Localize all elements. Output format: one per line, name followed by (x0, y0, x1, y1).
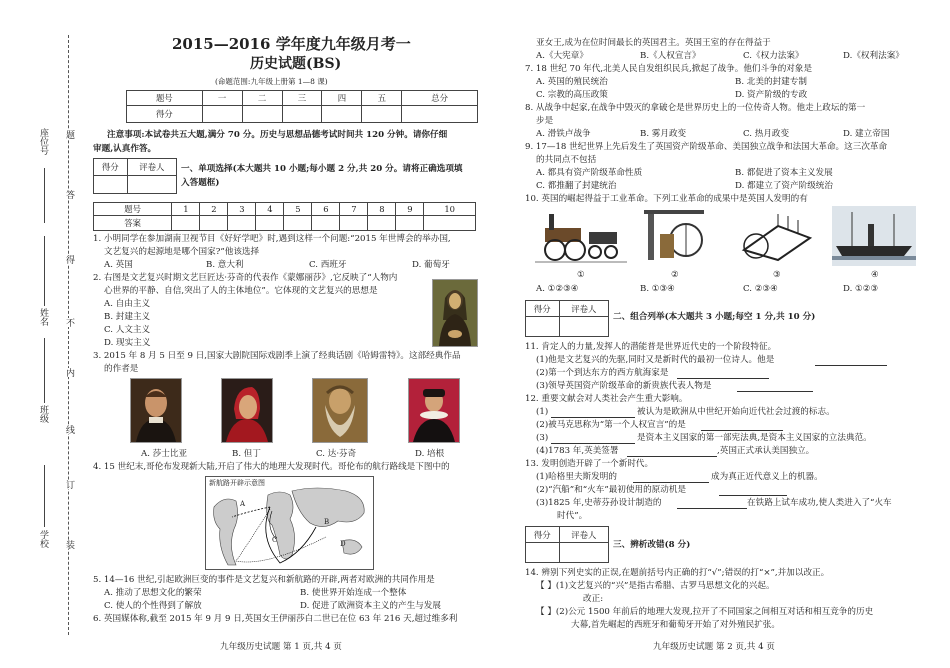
score-header-cell: 五 (362, 91, 402, 106)
grader-score-cell[interactable] (526, 317, 560, 337)
notice-line-1: 注意事项:本试卷共五大题,满分 70 分。历史与思想品德考试时间共 120 分钟。请你仔细 (107, 130, 448, 140)
q14-item-2[interactable]: 【 】(2)公元 1500 年前后的地理大发现,拉开了不同国家之间相互对话和相互竞争的历史 (536, 607, 874, 617)
steam-locomotive-image (535, 206, 627, 266)
q2-option-a[interactable]: A. 自由主义 (104, 299, 151, 309)
bacon-portrait (408, 378, 460, 443)
section3-heading: 三、辨析改错(8 分) (613, 540, 691, 550)
q3-option-d[interactable]: D. 培根 (415, 449, 445, 459)
grader-name-cell[interactable] (559, 317, 608, 337)
q5-stem: 5. 14—16 世纪,引起欧洲巨变的事件是文艺复兴和新航路的开辟,两者对欧洲的共同作用是 (93, 575, 435, 585)
q10-option-c[interactable]: C. ②③④ (743, 284, 778, 294)
q14-item-2-cont: 大幕,首先崛起的西班牙和葡萄牙开始了对外殖民扩张。 (571, 620, 780, 630)
q10-pic-label-1: ① (577, 270, 585, 280)
q9-option-b[interactable]: B. 都促进了资本主义发展 (735, 168, 833, 178)
grader-name-cell[interactable] (559, 543, 608, 563)
score-cell[interactable] (322, 106, 362, 123)
score-header-cell: 总分 (402, 91, 478, 106)
score-header-cell: 二 (242, 91, 282, 106)
q11-sub-2: (2)第一个到达东方的西方航海家是 (536, 368, 669, 378)
cut-char: 答 (64, 190, 74, 199)
answer-cell[interactable] (228, 216, 256, 231)
q8-option-d[interactable]: D. 建立帝国 (843, 129, 890, 139)
cut-char: 订 (64, 480, 74, 489)
q9-stem-cont: 的共同点不包括 (536, 155, 597, 165)
grader-score-label: 得分 (94, 159, 128, 176)
answer-header: 题号 (94, 203, 172, 216)
q6-option-d[interactable]: D.《权利法案》 (843, 51, 904, 61)
q7-stem: 7. 18 世纪 70 年代,北美人民自发组织民兵,掀起了战争。他们斗争的对象是 (525, 64, 813, 74)
score-cell[interactable] (362, 106, 402, 123)
q11-blank-1[interactable] (815, 365, 887, 366)
q7-option-a[interactable]: A. 英国的殖民统治 (536, 77, 608, 87)
q11-blank-2[interactable] (677, 378, 769, 379)
q13-sub-3-cont: 在铁路上试车成功,使人类进入了“火车 (747, 498, 892, 508)
cut-char: 装 (64, 540, 74, 549)
answer-cell[interactable] (340, 216, 368, 231)
q12-sub-3-prefix: (3) (536, 433, 549, 443)
notice-line-2: 审题,认真作答。 (93, 144, 157, 154)
q9-option-c[interactable]: C. 都推翻了封建统治 (536, 181, 617, 191)
grader-box-1 (93, 158, 177, 194)
q12-sub-4: (4)1783 年,英美签署 (536, 446, 619, 456)
new-routes-map (205, 476, 374, 570)
q6-option-c[interactable]: C.《权力法案》 (743, 51, 804, 61)
score-header-cell: 三 (282, 91, 322, 106)
q12-sub-1: 被认为是欧洲从中世纪开始向近代社会过渡的标志。 (637, 407, 835, 417)
q9-stem: 9. 17—18 世纪世界上先后发生了英国资产阶级革命、美国独立战争和法国大革命。这三次革命 (525, 142, 888, 152)
seat-label: 座位号 (38, 128, 48, 155)
answer-header: 1 (172, 203, 200, 216)
q1-option-b[interactable]: B. 意大利 (206, 260, 244, 270)
class-line (44, 338, 45, 403)
q13-blank-3[interactable] (677, 508, 747, 509)
q1-stem: 1. 小明同学在参加湖南卫视节目《好好学吧》时,遇到这样一个问题:“2015 年世博会的举办国, (93, 234, 451, 244)
q11-sub-1: (1)他是文艺复兴的先驱,同时又是新时代的最初一位诗人。他是 (536, 355, 775, 365)
q1-option-a[interactable]: A. 英国 (104, 260, 133, 270)
answer-header: 7 (340, 203, 368, 216)
cut-char: 得 (64, 255, 74, 264)
q12-blank-2[interactable] (701, 430, 783, 431)
q12-sub-2: (2)被马克思称为“第一个人权宣言”的是 (536, 420, 686, 430)
answer-header: 10 (424, 203, 476, 216)
q6-option-a[interactable]: A.《大宪章》 (536, 51, 588, 61)
map-label-a: A (240, 500, 246, 508)
answer-cell[interactable] (256, 216, 284, 231)
q13-blank-2[interactable] (719, 495, 787, 496)
q12-blank-4[interactable] (627, 456, 717, 457)
grader-score-cell[interactable] (94, 176, 128, 194)
cut-char: 题 (64, 130, 74, 139)
cut-char: 内 (64, 368, 74, 377)
q11-stem: 11. 肯定人的力量,发挥人的潜能普是世界近代史的一个阶段特征。 (525, 342, 777, 352)
dante-portrait (221, 378, 273, 443)
score-cell[interactable] (282, 106, 322, 123)
q12-sub-1-prefix: (1) (536, 407, 549, 417)
section1-heading-cont: 入答题框) (181, 178, 220, 188)
q13-sub-3-end: 时代”。 (557, 511, 588, 521)
q2-option-d[interactable]: D. 现实主义 (104, 338, 151, 348)
school-label: 学校 (38, 530, 48, 548)
q7-option-d[interactable]: D. 资产阶级的专政 (735, 90, 808, 100)
q6-option-b[interactable]: B.《人权宣言》 (640, 51, 701, 61)
q12-sub-4-cont: ,英国正式承认美国独立。 (717, 446, 815, 456)
answer-header: 6 (312, 203, 340, 216)
map-title: 新航路开辟示意图 (209, 479, 265, 487)
score-cell[interactable] (402, 106, 478, 123)
school-line (44, 465, 45, 527)
spinning-jenny-image (738, 206, 816, 266)
class-label: 班级 (38, 405, 48, 423)
q5-option-b[interactable]: B. 使世界开始连成一个整体 (300, 588, 407, 598)
grader-score-label: 得分 (526, 527, 560, 543)
q8-option-c[interactable]: C. 热月政变 (743, 129, 790, 139)
q10-pic-label-2: ② (671, 270, 679, 280)
score-table (126, 90, 478, 123)
exam-title: 2015—2016 学年度九年级月考一 (172, 35, 411, 53)
name-line (44, 236, 45, 306)
footer-page-1: 九年级历史试题 第 1 页,共 4 页 (220, 642, 342, 652)
q14-item-1-fix: 改正: (583, 594, 604, 604)
score-header-cell: 四 (322, 91, 362, 106)
shakespeare-portrait (130, 378, 182, 443)
q3-stem-cont: 的作者是 (104, 364, 139, 374)
answer-header: 5 (284, 203, 312, 216)
q1-option-d[interactable]: D. 葡萄牙 (412, 260, 450, 270)
grader-box-2 (525, 300, 609, 337)
grader-score-cell[interactable] (526, 543, 560, 563)
q5-option-a[interactable]: A. 推动了思想文化的繁荣 (104, 588, 202, 598)
q10-pic-label-4: ④ (871, 270, 879, 280)
answer-cell[interactable] (368, 216, 396, 231)
q6-stem: 6. 英国媒体称,截至 2015 年 9 月 9 日,英国女王伊丽莎白二世已在位 63 年 216 天,超过维多利 (93, 614, 458, 624)
exam-scope: (命题范围:九年级上册第 1—8 课) (215, 77, 328, 86)
q13-sub-3: (3)1825 年,史蒂芬孙设计制造的 (536, 498, 662, 508)
q11-blank-3[interactable] (737, 391, 813, 392)
q13-sub-1-cont: 成为真正近代意义上的机器。 (711, 472, 823, 482)
name-label: 姓名 (38, 308, 48, 326)
q7-option-c[interactable]: C. 宗教的高压政策 (536, 90, 608, 100)
mona-lisa-image (432, 279, 478, 347)
q10-stem: 10. 英国的崛起得益于工业革命。下列工业革命的成果中是英国人发明的有 (525, 194, 808, 204)
q12-blank-3[interactable] (551, 443, 635, 444)
q8-option-a[interactable]: A. 滑铁卢战争 (536, 129, 591, 139)
q10-pic-label-3: ③ (773, 270, 781, 280)
steamship-image (832, 206, 916, 266)
exam-page-2 (505, 0, 950, 668)
q13-blank-1[interactable] (633, 482, 709, 483)
q9-option-a[interactable]: A. 都具有资产阶级革命性质 (536, 168, 643, 178)
q11-sub-3: (3)领导英国资产阶级革命的新贵族代表人物是 (536, 381, 712, 391)
score-header-cell: 一 (202, 91, 242, 106)
q2-stem-cont: 心世界的平静、自信,突出了人的主体地位”。它体现的文艺复兴的思想是 (104, 286, 378, 296)
answer-row-label: 答案 (94, 216, 172, 231)
answer-cell[interactable] (312, 216, 340, 231)
q3-option-b[interactable]: B. 但丁 (232, 449, 261, 459)
answer-header: 8 (368, 203, 396, 216)
answer-cell[interactable] (284, 216, 312, 231)
q2-stem: 2. 右图是文艺复兴时期文艺巨匠达·芬奇的代表作《蒙娜丽莎》,它反映了“人物内 (93, 273, 398, 283)
q4-stem: 4. 15 世纪末,哥伦布发现新大陆,开启了伟大的地理大发现时代。哥伦布的航行路线是下图中的 (93, 462, 450, 472)
q8-stem: 8. 从战争中起家,在战争中毁灭的拿破仑是世界历史上的一位传奇人物。他走上政坛的第一 (525, 103, 866, 113)
q12-blank-1[interactable] (551, 417, 635, 418)
section2-heading: 二、组合列举(本大题共 3 小题;每空 1 分,共 10 分) (613, 312, 816, 322)
q12-sub-3: 是资本主义国家的第一部宪法典,是资本主义国家的立法典范。 (637, 433, 872, 443)
answer-cell[interactable] (424, 216, 476, 231)
answer-cell[interactable] (172, 216, 200, 231)
grader-score-label: 得分 (526, 301, 560, 317)
q1-stem-cont: 文艺复兴的起源地是哪个国家?”他该选择 (104, 247, 260, 257)
score-cell[interactable] (242, 106, 282, 123)
q3-option-a[interactable]: A. 莎士比亚 (141, 449, 188, 459)
map-label-b: B (324, 518, 330, 526)
q13-sub-2: (2)“汽船”和“火车”最初使用的原动机是 (536, 485, 687, 495)
q6-stem-cont: 亚女王,成为在位时间最长的英国君主。英国王室的存在得益于 (536, 38, 771, 48)
q14-stem: 14. 辨别下列史实的正误,在题前括号内正确的打“√”;错误的打“×”,并加以改正。 (525, 568, 830, 578)
answer-header: 3 (228, 203, 256, 216)
answer-header: 9 (396, 203, 424, 216)
q3-option-c[interactable]: C. 达·芬奇 (316, 449, 357, 459)
q13-sub-1: (1)哈格里夫斯发明的 (536, 472, 617, 482)
answer-header: 4 (256, 203, 284, 216)
q8-stem-cont: 步是 (536, 116, 554, 126)
cut-char: 线 (64, 425, 74, 434)
q12-stem: 12. 重要文献会对人类社会产生重大影响。 (525, 394, 688, 404)
grader-name-label: 评卷人 (127, 159, 176, 176)
answer-cell[interactable] (396, 216, 424, 231)
q14-item-1[interactable]: 【 】(1)文艺复兴的“兴”是指古希腊、古罗马思想文化的兴起。 (536, 581, 775, 591)
q10-option-d[interactable]: D. ①②③ (843, 284, 879, 294)
footer-page-2: 九年级历史试题 第 2 页,共 4 页 (653, 642, 775, 652)
q9-option-d[interactable]: D. 都建立了资产阶级统治 (735, 181, 833, 191)
q2-option-b[interactable]: B. 封建主义 (104, 312, 151, 322)
q8-option-b[interactable]: B. 雾月政变 (640, 129, 687, 139)
q13-stem: 13. 发明创造开辟了一个新时代。 (525, 459, 654, 469)
q5-option-c[interactable]: C. 使人的个性得到了解放 (104, 601, 202, 611)
answer-cell[interactable] (200, 216, 228, 231)
answer-table (93, 202, 476, 231)
grader-box-3 (525, 526, 609, 563)
q10-option-b[interactable]: B. ①③④ (640, 284, 675, 294)
binding-strip (0, 0, 92, 668)
q3-stem: 3. 2015 年 8 月 5 日至 9 日,国家大剧院国际戏剧季上演了经典话剧《哈姆雷特》。这部经典作品 (93, 351, 461, 361)
score-row-label: 得分 (127, 106, 203, 123)
exam-subtitle: 历史试题(BS) (250, 56, 342, 72)
q1-option-c[interactable]: C. 西班牙 (309, 260, 347, 270)
map-label-d: D (340, 540, 346, 548)
steam-engine-image (640, 206, 710, 266)
grader-name-cell[interactable] (127, 176, 176, 194)
section1-heading: 一、单项选择(本大题共 10 小题;每小题 2 分,共 20 分。请将正确选项填 (181, 164, 463, 174)
grader-name-label: 评卷人 (559, 301, 608, 317)
score-cell[interactable] (202, 106, 242, 123)
seat-line (44, 168, 45, 223)
q7-option-b[interactable]: B. 北美的封建专制 (735, 77, 807, 87)
da-vinci-portrait (312, 378, 368, 443)
q5-option-d[interactable]: D. 促进了欧洲资本主义的产生与发展 (300, 601, 441, 611)
grader-name-label: 评卷人 (559, 527, 608, 543)
score-header-cell: 题号 (127, 91, 203, 106)
map-label-c: C (272, 536, 278, 544)
q2-option-c[interactable]: C. 人文主义 (104, 325, 151, 335)
q10-option-a[interactable]: A. ①②③④ (536, 284, 579, 294)
cut-char: 不 (64, 318, 74, 327)
answer-header: 2 (200, 203, 228, 216)
